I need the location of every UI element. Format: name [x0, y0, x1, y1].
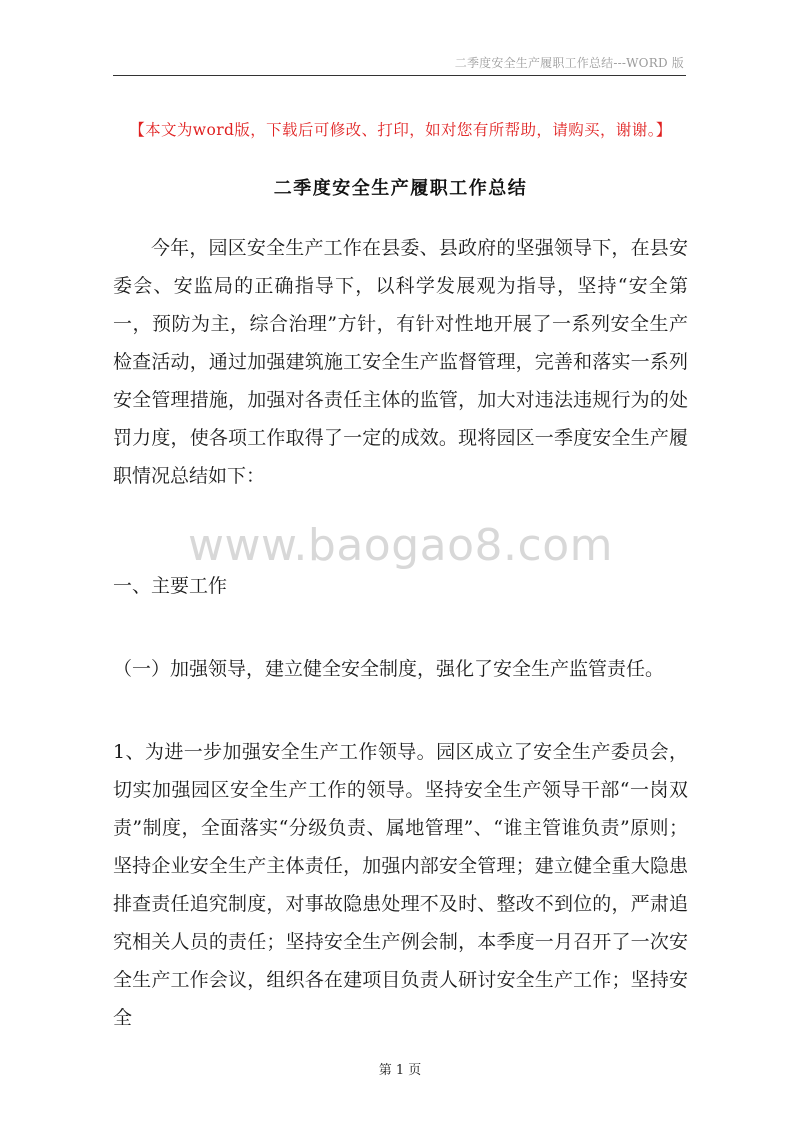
document-title: 二季度安全生产履职工作总结 [273, 178, 528, 199]
intro-paragraph: 今年，园区安全生产工作在县委、县政府的坚强领导下，在县安委会、安监局的正确指导下，以科学发展观为指导，坚持“安全第一，预防为主，综合治理”方针，有针对性地开展了一系列安全生产检查活动，通过加强建筑施工安全生产监督管理，完善和落实一系列安全管理措施，加强对各责任主体的监管，加大对违法违规行为的处罚力度，使各项工作取得了一定的成效。现将园区一季度安全生产履职情况总结如下： [113, 237, 688, 487]
item-paragraph: 1、为进一步加强安全生产工作领导。园区成立了安全生产委员会，切实加强园区安全生产工作的领导。坚持安全生产领导干部“一岗双责”制度，全面落实“分级负责、属地管理”、“谁主管谁负责”原则；坚持企业安全生产主体责任，加强内部安全管理；建立健全重大隐患排查责任追究制度，对事故隐患处理不及时、整改不到位的，严肃追究相关人员的责任；坚持安全生产例会制，本季度一月召开了一次安全生产工作会议，组织各在建项目负责人研讨安全生产工作；坚持安全 [113, 741, 688, 1029]
section-heading: 一、主要工作 [113, 575, 228, 597]
header-divider [113, 75, 686, 76]
purchase-notice: 【本文为word版，下载后可修改、打印，如对您有所帮助，请购买，谢谢。】 [129, 121, 672, 139]
subsection-heading: （一）加强领导，建立健全安全制度，强化了安全生产监管责任。 [113, 658, 665, 680]
running-header: 二季度安全生产履职工作总结---WORD 版 [454, 56, 684, 70]
watermark-text: www.baogao8.com [188, 520, 613, 571]
page-number: 第 1 页 [378, 1063, 422, 1078]
